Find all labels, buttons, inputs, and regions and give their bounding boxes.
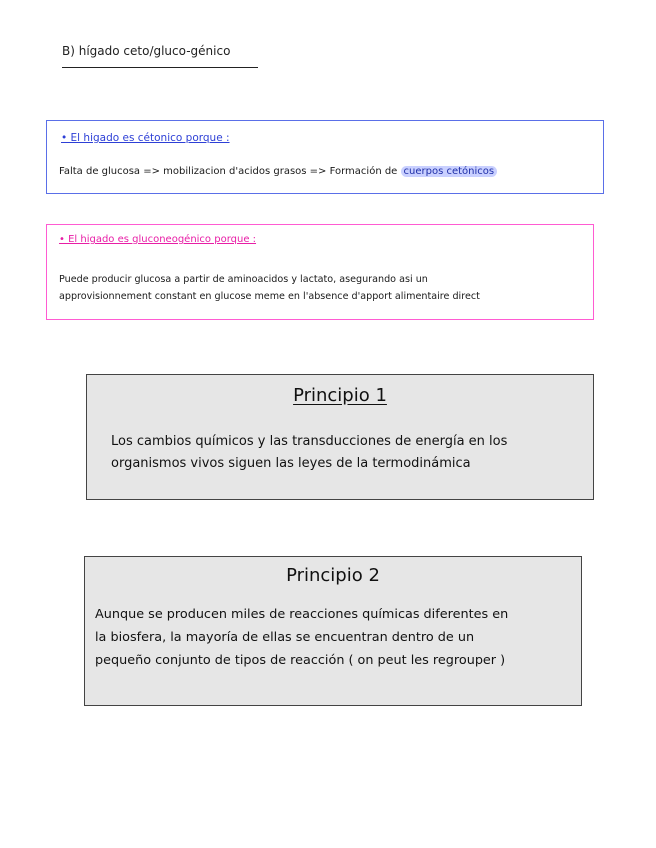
principle-1-title: Principio 1 [293, 385, 387, 406]
principle-1-line-1: Los cambios químicos y las transducciones de energía en los [111, 434, 508, 449]
ketogenic-box [46, 120, 604, 194]
gluconeogenic-box [46, 224, 594, 320]
heading-underline [62, 67, 258, 68]
principle-2-text [95, 603, 581, 672]
principle-2-line-2: la biosfera, la mayoría de ellas se encuentran dentro de un [95, 630, 475, 645]
section-heading: B) hígado ceto/gluco-génico [62, 44, 231, 58]
principle-2-line-3: pequeño conjunto de tipos de reacción ( on peut les regrouper ) [95, 653, 506, 668]
principle-1-box [86, 374, 594, 500]
principle-1-line-2: organismos vivos siguen las leyes de la termodinámica [111, 456, 471, 471]
gluconeogenic-line-1: Puede producir glucosa a partir de aminoacidos y lactato, asegurando asi un [59, 274, 428, 285]
gluconeogenic-title: • El higado es gluconeogénico porque : [59, 234, 257, 245]
principle-2-box [84, 556, 582, 706]
ketone-bodies-highlight: cuerpos cetónicos [401, 166, 498, 177]
principle-2-title: Principio 2 [286, 565, 380, 586]
gluconeogenic-text [59, 271, 480, 305]
gluconeogenic-line-2: approvisionnement constant en glucose meme en l'absence d'apport alimentaire direct [59, 291, 480, 302]
ketogenic-text-main: Falta de glucosa => mobilizacion d'acidos grasos => Formación de [59, 166, 401, 177]
ketogenic-text [59, 163, 497, 180]
principle-2-line-1: Aunque se producen miles de reacciones químicas diferentes en [95, 607, 509, 622]
principle-1-text [111, 431, 581, 475]
ketogenic-title: • El higado es cétonico porque : [61, 132, 230, 144]
